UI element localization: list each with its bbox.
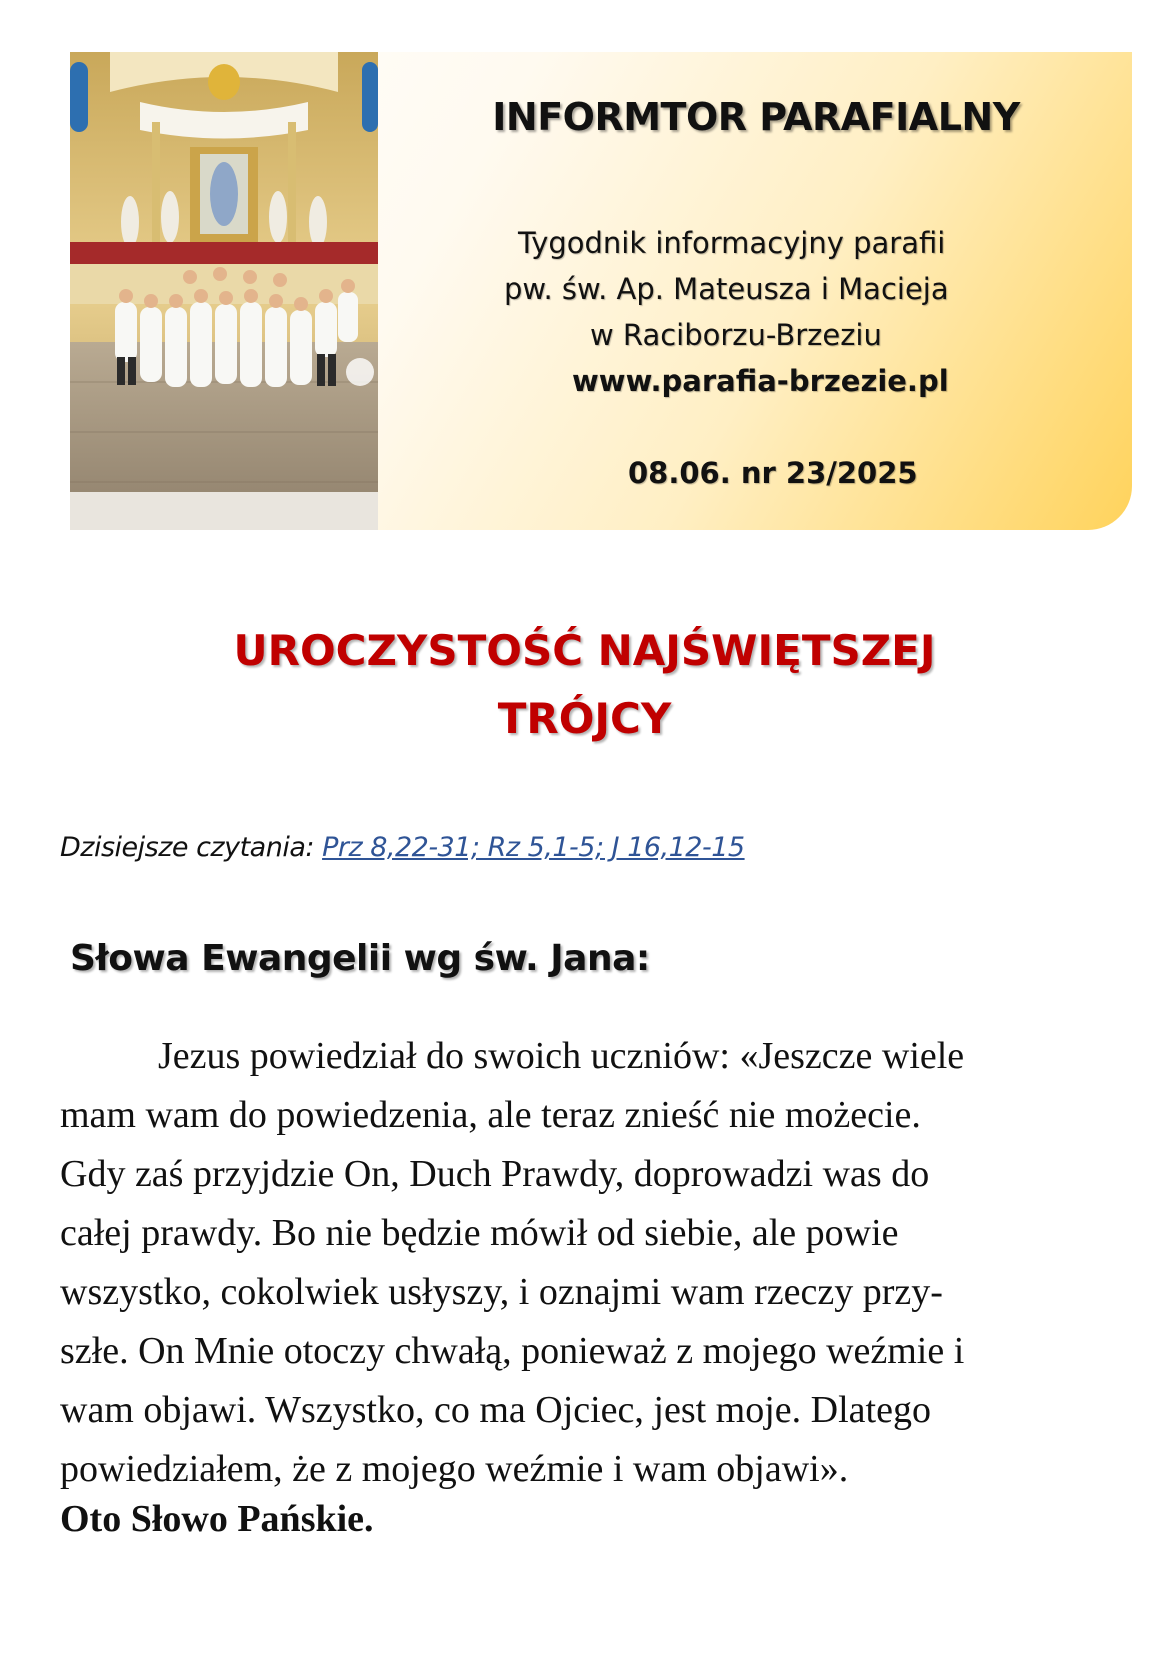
- issue-number: 08.06. nr 23/2025: [628, 456, 918, 490]
- readings-link[interactable]: Prz 8,22-31; Rz 5,1-5; J 16,12-15: [322, 832, 745, 863]
- readings-label: Dzisiejsze czytania:: [60, 832, 314, 863]
- gospel-heading: Słowa Ewangelii wg św. Jana:: [70, 938, 650, 979]
- newsletter-subtitle-line2: pw. św. Ap. Mateusza i Macieja: [504, 272, 949, 306]
- newsletter-subtitle-line3: w Raciborzu-Brzeziu: [590, 318, 882, 352]
- gospel-line: całej prawdy. Bo nie będzie mówił od siebie, ale powie: [60, 1212, 899, 1254]
- gospel-line: wam objawi. Wszystko, co ma Ojciec, jest moje. Dlatego: [60, 1389, 931, 1431]
- feast-title-line1: UROCZYSTOŚĆ NAJŚWIĘTSZEJ: [233, 626, 936, 675]
- gospel-line: Gdy zaś przyjdzie On, Duch Prawdy, doprowadzi was do: [60, 1153, 930, 1195]
- newsletter-title: INFORMTOR PARAFIALNY: [492, 95, 1020, 139]
- gospel-line: szłe. On Mnie otoczy chwałą, ponieważ z mojego weźmie i: [60, 1330, 965, 1372]
- gospel-closing: Oto Słowo Pańskie.: [60, 1498, 374, 1540]
- newsletter-subtitle-line1: Tygodnik informacyjny parafii: [518, 226, 946, 260]
- gospel-text: [60, 1027, 1120, 1499]
- gospel-line: powiedziałem, że z mojego weźmie i wam objawi».: [60, 1448, 849, 1490]
- readings: [60, 832, 745, 863]
- church-photo: [70, 52, 378, 530]
- parish-website: www.parafia-brzezie.pl: [572, 364, 949, 398]
- gospel-line: Jezus powiedział do swoich uczniów: «Jeszcze wiele: [158, 1035, 965, 1077]
- feast-title: [0, 617, 1169, 753]
- gospel-line: wszystko, cokolwiek usłyszy, i oznajmi wam rzeczy przy-: [60, 1271, 943, 1313]
- gospel-line: mam wam do powiedzenia, ale teraz znieść nie możecie.: [60, 1094, 921, 1136]
- feast-title-line2: TRÓJCY: [497, 694, 672, 743]
